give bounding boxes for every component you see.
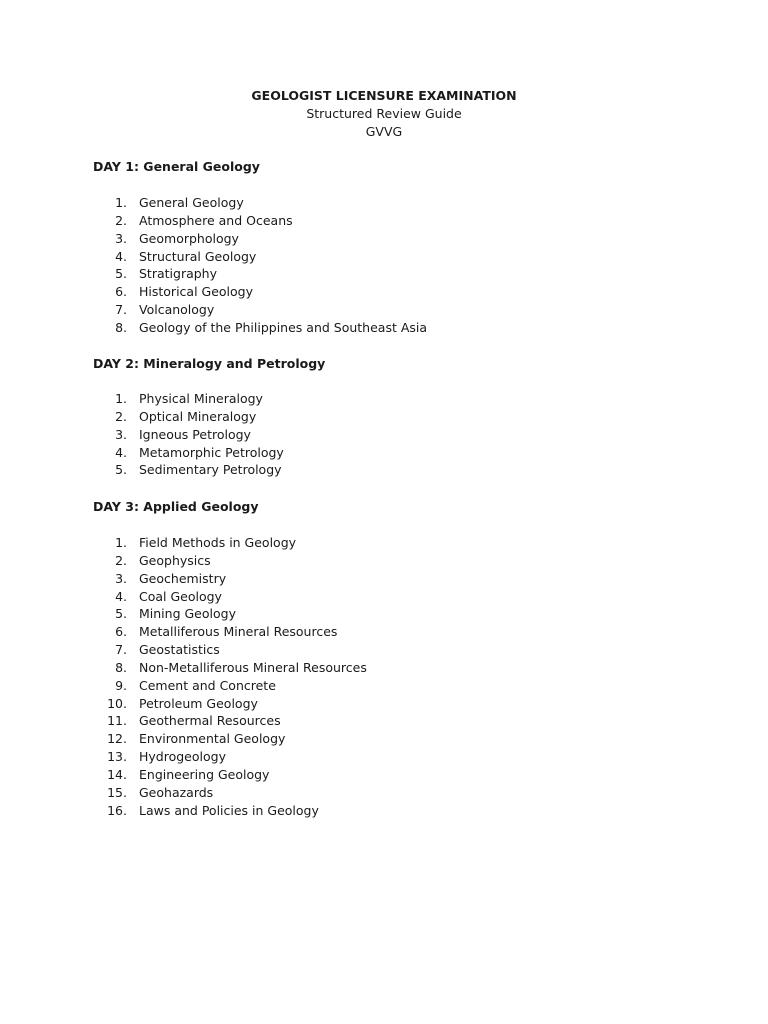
list-item-label: Sedimentary Petrology: [139, 462, 282, 478]
list-item-label: Environmental Geology: [139, 731, 286, 747]
list-item-label: Petroleum Geology: [139, 695, 258, 711]
list-item-number: 9.: [115, 677, 127, 693]
list-item-label: Field Methods in Geology: [139, 535, 297, 550]
list-item-number: 1.: [115, 391, 127, 406]
list-item-number: 5.: [115, 606, 127, 622]
list-item-number: 1.: [115, 535, 127, 550]
list-item-label: Coal Geology: [139, 588, 222, 604]
day-1-section: [93, 158, 713, 335]
list-item-label: Geothermal Resources: [139, 713, 281, 729]
list-item-label: Laws and Policies in Geology: [139, 802, 319, 818]
list-item-number: 11.: [107, 713, 127, 729]
day-2-heading: DAY 2: Mineralogy and Petrology: [93, 356, 326, 371]
list-item-number: 6.: [115, 624, 127, 640]
list-item-label: Geophysics: [139, 552, 211, 568]
list-item-number: 2.: [115, 212, 127, 228]
list-item-number: 7.: [115, 302, 127, 318]
list-item-label: Physical Mineralogy: [139, 391, 263, 406]
document-header: [0, 87, 768, 141]
list-item-number: 1.: [115, 195, 127, 210]
list-item-number: 2.: [115, 552, 127, 568]
author-initials: GVVG: [365, 124, 403, 139]
list-item-label: Geomorphology: [139, 230, 239, 246]
list-item-label: Historical Geology: [139, 284, 254, 300]
list-item-label: Geochemistry: [139, 570, 227, 586]
list-item-label: Hydrogeology: [139, 749, 226, 765]
list-item-number: 2.: [115, 408, 127, 424]
list-item-number: 12.: [107, 731, 127, 747]
list-item-label: Geostatistics: [139, 642, 220, 658]
list-item-number: 10.: [107, 695, 127, 711]
day-1-heading: DAY 1: General Geology: [93, 159, 260, 174]
list-item-number: 3.: [115, 426, 127, 442]
list-item-label: Igneous Petrology: [139, 426, 251, 442]
list-item-number: 15.: [107, 784, 127, 800]
list-item-label: Geology of the Philippines and Southeast Asia: [139, 319, 428, 335]
list-item-label: Engineering Geology: [139, 766, 270, 782]
list-item-number: 3.: [115, 230, 127, 246]
list-item-label: Stratigraphy: [139, 266, 217, 282]
list-item-number: 5.: [115, 462, 127, 478]
day-3-heading: DAY 3: Applied Geology: [93, 499, 259, 514]
list-item-label: Cement and Concrete: [139, 677, 276, 693]
document-subtitle: Structured Review Guide: [306, 106, 462, 121]
list-item-label: Structural Geology: [139, 248, 257, 264]
list-item-label: Volcanology: [139, 302, 215, 318]
list-item-number: 14.: [107, 766, 127, 782]
list-item-label: Mining Geology: [139, 606, 236, 622]
list-item-label: General Geology: [139, 195, 244, 210]
list-item-label: Metamorphic Petrology: [139, 444, 284, 460]
list-item-number: 4.: [115, 588, 127, 604]
document-title: GEOLOGIST LICENSURE EXAMINATION: [251, 88, 517, 103]
list-item-label: Metalliferous Mineral Resources: [139, 624, 338, 640]
list-item-number: 8.: [115, 659, 127, 675]
list-item-number: 7.: [115, 642, 127, 658]
list-item-label: Geohazards: [139, 784, 214, 800]
list-item-number: 4.: [115, 248, 127, 264]
day-2-section: [93, 355, 713, 478]
list-item-number: 16.: [107, 802, 127, 818]
list-item-number: 4.: [115, 444, 127, 460]
list-item-number: 5.: [115, 266, 127, 282]
list-item-number: 8.: [115, 319, 127, 335]
list-item-number: 6.: [115, 284, 127, 300]
list-item-label: Optical Mineralogy: [139, 408, 257, 424]
day-3-section: [93, 498, 713, 818]
list-item-label: Atmosphere and Oceans: [139, 212, 293, 228]
list-item-number: 13.: [107, 749, 127, 765]
list-item-label: Non-Metalliferous Mineral Resources: [139, 659, 367, 675]
list-item-number: 3.: [115, 570, 127, 586]
